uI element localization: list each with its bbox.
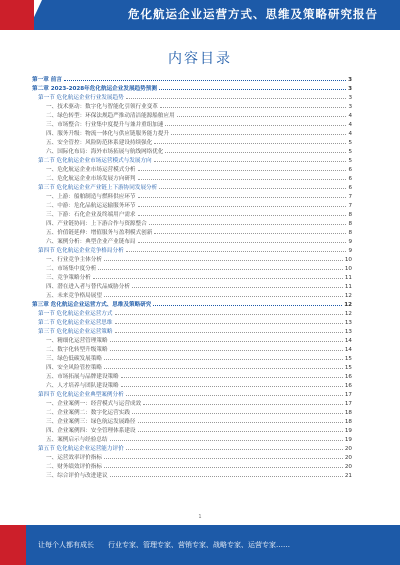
toc-leader-dots	[115, 332, 343, 333]
toc-entry-page: 19	[344, 437, 352, 443]
toc-entry-title: 第三节 危化航运企业运营策略	[38, 329, 113, 335]
toc-entry-title: 二、企业案例二：数字化运营实践	[46, 410, 130, 416]
toc-leader-dots	[171, 134, 346, 135]
toc-entry-page: 6	[348, 167, 352, 173]
toc-entry[interactable]	[32, 400, 352, 409]
toc-leader-dots	[154, 233, 346, 234]
page-number: 1	[198, 514, 202, 520]
toc-leader-dots	[64, 80, 346, 81]
toc-entry[interactable]	[32, 274, 352, 283]
toc-entry-page: 15	[344, 356, 352, 362]
toc-entry-page: 19	[344, 428, 352, 434]
toc-entry-page: 14	[344, 338, 352, 344]
toc-entry-title: 四、产业链协同：上下游合作与资源整合	[46, 221, 147, 227]
toc-entry-title: 五、价值链延伸：增值服务与盈利模式创新	[46, 230, 153, 236]
toc-entry-page: 3	[348, 104, 352, 110]
toc-entry[interactable]	[32, 301, 352, 310]
toc-entry[interactable]	[32, 364, 352, 373]
toc-entry-title: 第二节 危化航运企业运营思维	[38, 320, 113, 326]
page-header	[0, 0, 400, 30]
toc-entry[interactable]	[32, 355, 352, 364]
toc-leader-dots	[154, 161, 347, 162]
toc-entry[interactable]	[32, 103, 352, 112]
toc-leader-dots	[138, 215, 347, 216]
toc-entry[interactable]	[32, 454, 352, 463]
toc-entry-page: 14	[344, 347, 352, 353]
toc-entry[interactable]	[32, 247, 352, 256]
toc-leader-dots	[126, 98, 347, 99]
toc-leader-dots	[138, 242, 347, 243]
header-red-block	[0, 0, 34, 30]
toc-entry-page: 8	[348, 230, 352, 236]
toc-entry-page: 7	[348, 203, 352, 209]
toc-entry-title: 三、企业案例三：绿色航运发展路径	[46, 419, 136, 425]
toc-leader-dots	[121, 386, 343, 387]
toc-entry-page: 16	[344, 374, 352, 380]
table-of-contents	[32, 76, 352, 481]
toc-entry-page: 5	[348, 140, 352, 146]
toc-entry[interactable]	[32, 328, 352, 337]
toc-entry-page: 3	[348, 77, 352, 83]
toc-entry-page: 4	[348, 131, 352, 137]
toc-entry-title: 二、危化航运企业市场发展方向研判	[46, 176, 136, 182]
toc-leader-dots	[138, 431, 343, 432]
toc-entry-title: 第一章 前言	[32, 77, 62, 83]
toc-leader-dots	[98, 269, 343, 270]
toc-entry-page: 18	[344, 410, 352, 416]
toc-entry[interactable]	[32, 409, 352, 418]
toc-entry-page: 13	[344, 329, 352, 335]
toc-entry-title: 四、潜在进入者与替代品威胁分析	[46, 284, 130, 290]
toc-leader-dots	[132, 413, 343, 414]
toc-entry-title: 一、运营效率评价指标	[46, 455, 102, 461]
toc-leader-dots	[165, 125, 346, 126]
toc-leader-dots	[177, 116, 347, 117]
toc-entry[interactable]	[32, 391, 352, 400]
toc-entry[interactable]	[32, 112, 352, 121]
toc-entry-title: 五、安全管控：风险防范体系建设持续强化	[46, 140, 153, 146]
toc-entry-page: 12	[344, 302, 352, 308]
toc-entry[interactable]	[32, 238, 352, 247]
toc-entry[interactable]	[32, 319, 352, 328]
toc-entry-title: 第一节 危化航运企业行业发展趋势	[38, 95, 124, 101]
toc-entry[interactable]	[32, 130, 352, 139]
toc-entry-page: 3	[348, 95, 352, 101]
toc-entry-title: 四、安全风险管控策略	[46, 365, 102, 371]
toc-entry[interactable]	[32, 148, 352, 157]
toc-leader-dots	[138, 422, 343, 423]
toc-leader-dots	[110, 350, 343, 351]
toc-entry-title: 三、市场整合：行业集中度提升与兼并重组加速	[46, 122, 164, 128]
toc-entry[interactable]	[32, 211, 352, 220]
toc-leader-dots	[138, 170, 347, 171]
toc-leader-dots	[104, 467, 343, 468]
toc-entry-title: 六、人才培养与团队建设策略	[46, 383, 119, 389]
toc-entry-page: 18	[344, 419, 352, 425]
toc-entry-title: 第五节 危化航运企业运营能力评价	[38, 446, 124, 452]
toc-entry-page: 12	[344, 293, 352, 299]
toc-entry-title: 二、数字化转型升级策略	[46, 347, 108, 353]
toc-entry-title: 第三章 危化航运企业运营方式、思维及策略研究	[32, 302, 152, 308]
toc-leader-dots	[138, 206, 347, 207]
toc-entry[interactable]	[32, 346, 352, 355]
toc-leader-dots	[104, 260, 343, 261]
toc-entry-page: 3	[348, 86, 352, 92]
toc-heading: 内容目录	[168, 51, 232, 67]
toc-entry-page: 20	[344, 446, 352, 452]
toc-entry-title: 第三节 危化航运企业产业链上下游协同发展分析	[38, 185, 158, 191]
toc-leader-dots	[160, 107, 347, 108]
toc-entry[interactable]	[32, 121, 352, 130]
toc-entry-title: 五、市场拓展与品牌建设策略	[46, 374, 119, 380]
toc-entry[interactable]	[32, 463, 352, 472]
toc-entry[interactable]	[32, 220, 352, 229]
toc-entry[interactable]	[32, 436, 352, 445]
toc-entry-page: 20	[344, 455, 352, 461]
toc-entry-title: 六、案例分析：典型企业产业链布局	[46, 239, 136, 245]
footer-red-block	[0, 525, 26, 565]
footer-tagline: 让每个人都有成长	[38, 541, 94, 549]
toc-entry-page: 5	[348, 158, 352, 164]
toc-entry-page: 9	[348, 248, 352, 254]
toc-entry[interactable]	[32, 184, 352, 193]
toc-entry-title: 第二章 2023-2028年危化航运企业发展趋势预测	[32, 86, 157, 92]
toc-entry-page: 4	[348, 122, 352, 128]
toc-leader-dots	[110, 476, 343, 477]
toc-leader-dots	[149, 224, 347, 225]
toc-entry-page: 8	[348, 212, 352, 218]
toc-entry-title: 三、绿色低碳发展策略	[46, 356, 102, 362]
toc-leader-dots	[126, 251, 347, 252]
toc-entry[interactable]	[32, 418, 352, 427]
toc-entry-title: 二、财务绩效评价指标	[46, 464, 102, 470]
toc-entry-page: 7	[348, 194, 352, 200]
toc-entry[interactable]	[32, 229, 352, 238]
toc-entry-page: 6	[348, 185, 352, 191]
toc-entry-title: 六、国际化布局：海外市场拓展与航线网络优化	[46, 149, 164, 155]
toc-entry-title: 三、综合评价与改进建议	[46, 473, 108, 479]
toc-entry[interactable]	[32, 193, 352, 202]
toc-entry-title: 五、未来竞争格局展望	[46, 293, 102, 299]
toc-entry[interactable]	[32, 94, 352, 103]
toc-entry-title: 三、竞争策略分析	[46, 275, 91, 281]
toc-entry-page: 4	[348, 113, 352, 119]
toc-entry-page: 10	[344, 266, 352, 272]
toc-leader-dots	[110, 341, 343, 342]
toc-entry-page: 11	[344, 284, 352, 290]
toc-entry-page: 21	[344, 473, 352, 479]
toc-entry[interactable]	[32, 472, 352, 481]
toc-leader-dots	[93, 278, 343, 279]
toc-leader-dots	[121, 377, 343, 378]
toc-entry-title: 一、企业案例一：经营模式与运营成效	[46, 401, 142, 407]
toc-entry[interactable]	[32, 427, 352, 436]
toc-entry-page: 8	[348, 221, 352, 227]
toc-leader-dots	[153, 305, 342, 306]
toc-entry-title: 一、危化航运企业市场运营模式分析	[46, 167, 136, 173]
toc-entry-title: 第二节 危化航运企业市场运营模式与发展方向	[38, 158, 152, 164]
toc-entry[interactable]	[32, 265, 352, 274]
toc-entry-page: 15	[344, 365, 352, 371]
toc-entry-title: 二、中游：危化品航运运输服务环节	[46, 203, 136, 209]
toc-leader-dots	[143, 404, 343, 405]
toc-entry[interactable]	[32, 310, 352, 319]
toc-entry-page: 12	[344, 311, 352, 317]
toc-leader-dots	[126, 449, 343, 450]
toc-leader-dots	[165, 152, 346, 153]
toc-entry-page: 9	[348, 239, 352, 245]
toc-leader-dots	[159, 89, 346, 90]
footer-slogan: 行业专家、管理专家、营销专家、战略专家、运营专家……	[108, 541, 290, 549]
toc-leader-dots	[115, 323, 343, 324]
toc-leader-dots	[126, 395, 343, 396]
toc-leader-dots	[104, 368, 343, 369]
toc-leader-dots	[115, 314, 343, 315]
toc-leader-dots	[159, 188, 346, 189]
toc-entry[interactable]	[32, 175, 352, 184]
toc-entry-title: 二、绿色转型：环保法规趋严推动清洁能源船舶应用	[46, 113, 175, 119]
toc-entry[interactable]	[32, 166, 352, 175]
toc-entry-title: 五、案例启示与经验总结	[46, 437, 108, 443]
toc-leader-dots	[104, 296, 343, 297]
toc-entry[interactable]	[32, 373, 352, 382]
toc-entry-title: 二、市场集中度分析	[46, 266, 97, 272]
toc-entry[interactable]	[32, 382, 352, 391]
toc-entry-title: 一、行业竞争主体分析	[46, 257, 102, 263]
toc-entry-title: 第四节 危化航运企业竞争格局分析	[38, 248, 124, 254]
toc-entry[interactable]	[32, 256, 352, 265]
toc-entry[interactable]	[32, 139, 352, 148]
toc-entry-title: 一、精细化运营管理策略	[46, 338, 108, 344]
toc-entry-page: 20	[344, 464, 352, 470]
toc-entry-title: 第一节 危化航运企业运营方式	[38, 311, 113, 317]
toc-entry-title: 四、服务升级：物流一体化与供应链服务能力提升	[46, 131, 170, 137]
toc-entry[interactable]	[32, 292, 352, 301]
toc-entry-title: 第四节 危化航运企业典型案例分析	[38, 392, 124, 398]
toc-entry[interactable]	[32, 76, 352, 85]
toc-entry-page: 10	[344, 257, 352, 263]
toc-entry-page: 6	[348, 176, 352, 182]
toc-entry-title: 三、下游：石化企业及终端用户需求	[46, 212, 136, 218]
toc-entry-page: 17	[344, 401, 352, 407]
toc-entry-page: 11	[344, 275, 352, 281]
toc-entry-page: 5	[348, 149, 352, 155]
toc-leader-dots	[104, 458, 343, 459]
toc-entry-title: 四、企业案例四：安全管理体系建设	[46, 428, 136, 434]
toc-entry[interactable]	[32, 445, 352, 454]
toc-entry[interactable]	[32, 283, 352, 292]
toc-entry[interactable]	[32, 85, 352, 94]
toc-entry-page: 17	[344, 392, 352, 398]
toc-entry-page: 13	[344, 320, 352, 326]
toc-leader-dots	[138, 179, 347, 180]
report-title: 危化航运企业运营方式、思维及策略研究报告	[128, 7, 378, 21]
toc-entry-title: 一、上游：船舶制造与燃料供应环节	[46, 194, 136, 200]
toc-entry[interactable]	[32, 157, 352, 166]
toc-entry[interactable]	[32, 337, 352, 346]
toc-leader-dots	[132, 287, 343, 288]
toc-entry-page: 16	[344, 383, 352, 389]
toc-leader-dots	[154, 143, 346, 144]
toc-entry[interactable]	[32, 202, 352, 211]
toc-leader-dots	[104, 359, 343, 360]
toc-entry-title: 一、技术驱动：数字化与智能化引领行业变革	[46, 104, 158, 110]
toc-leader-dots	[138, 197, 347, 198]
toc-leader-dots	[110, 440, 343, 441]
